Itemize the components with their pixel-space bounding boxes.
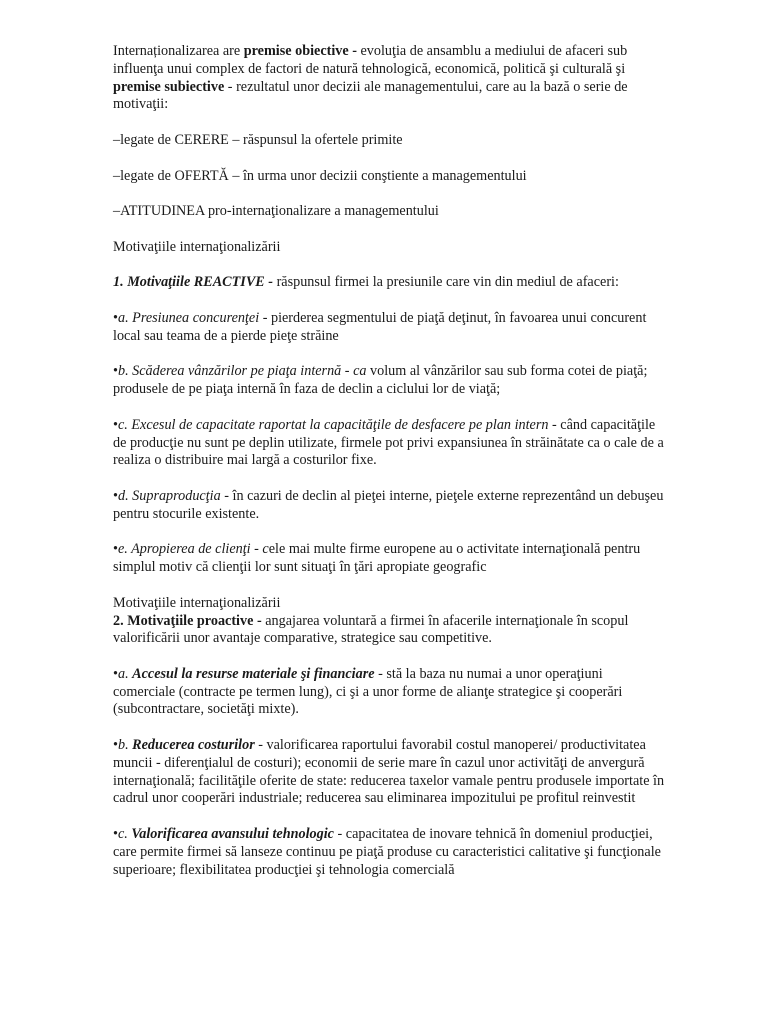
list-item: •c. Excesul de capacitate raportat la capacităţile de desfacere pe plan intern - când capacităţile de producţie nu sunt pe deplin utilizate, firmele pot privi expansiunea în străinătate ca o cale de a realiza o distribuire mai largă a costurilor fixe. <box>113 416 664 469</box>
list-item: •a. Presiunea concurenţei - pierderea segmentului de piaţă deţinut, în favoarea unui concurent local sau teama de a pierde pieţe străine <box>113 309 647 344</box>
section-1-title: 1. Motivaţiile REACTIVE - răspunsul firmei la presiunile care vin din mediul de afaceri: <box>113 274 619 291</box>
section-2-title: 2. Motivaţiile proactive - angajarea voluntară a firmei în afacerile internaţionale în scopul valorificării unor avantaje comparative, strategice sau competitive. <box>113 612 629 647</box>
list-item: •b. Scăderea vânzărilor pe piaţa internă - ca volum al vânzărilor sau sub forma cotei de piaţă; produsele de pe piaţa internă în faza de declin a ciclului lor de viaţă; <box>113 363 648 398</box>
list-item: •d. Supraproducţia - în cazuri de declin al pieţei interne, pieţele externe reprezentând un debuşeu pentru stocurile existente. <box>113 487 664 522</box>
section-1-heading: Motivaţiile internaţionalizării <box>113 238 281 255</box>
point-offer: –legate de OFERTĂ – în urma unor decizii conştiente a managementului <box>113 167 527 184</box>
point-attitude: –ATITUDINEA pro-internaţionalizare a managementului <box>113 203 439 220</box>
intro-bold-objective: premise obiective - <box>243 43 357 59</box>
list-item: •e. Apropierea de clienţi - cele mai multe firme europene au o activitate internaţională pentru simplul motiv că clienţii lor sunt situaţi în ţări apropiate geografic <box>113 541 641 576</box>
list-item: •a. Accesul la resurse materiale şi financiare - stă la baza nu numai a unor operaţiuni comerciale (contracte pe termen lung), ci şi a unor forme de alianţe strategice şi cooperări (subcontractare, societăţi mixte). <box>113 665 623 718</box>
section-2-heading: Motivaţiile internaţionalizării <box>113 594 281 611</box>
list-item: •c. Valorificarea avansului tehnologic - capacitatea de inovare tehnică în domeniul producţiei, care permite firmei să lanseze continuu pe piaţă produse cu caracteristici calitative şi funcţionale superioare; flexibilitatea producţiei şi tehnologia comercială <box>113 826 661 878</box>
list-item: •b. Reducerea costurilor - valorificarea raportului favorabil costul manoperei/ productivitatea muncii - diferenţialul de costuri); economii de serie mare în cazul unor activităţi de anvergură internaţională; facilităţile oferite de state: reducerea taxelor vamale pentru produsele importate în cadrul unor cooperări industriale; reducerea sau eliminarea impozitului pe profitul reinvestit <box>113 737 665 807</box>
intro-bold-subjective: premise subiective <box>113 78 225 95</box>
point-demand: –legate de CERERE – răspunsul la ofertele primite <box>113 131 403 148</box>
document-page <box>113 43 665 879</box>
intro-paragraph: Internaționalizarea are premise obiective - evoluţia de ansamblu a mediului de afaceri sub influenţa unui complex de factori de natură tehnologică, economică, politică şi culturală şi premise subiective - rezultatul unor decizii ale managementului, care au la bază o serie de motivaţii: <box>113 43 628 113</box>
